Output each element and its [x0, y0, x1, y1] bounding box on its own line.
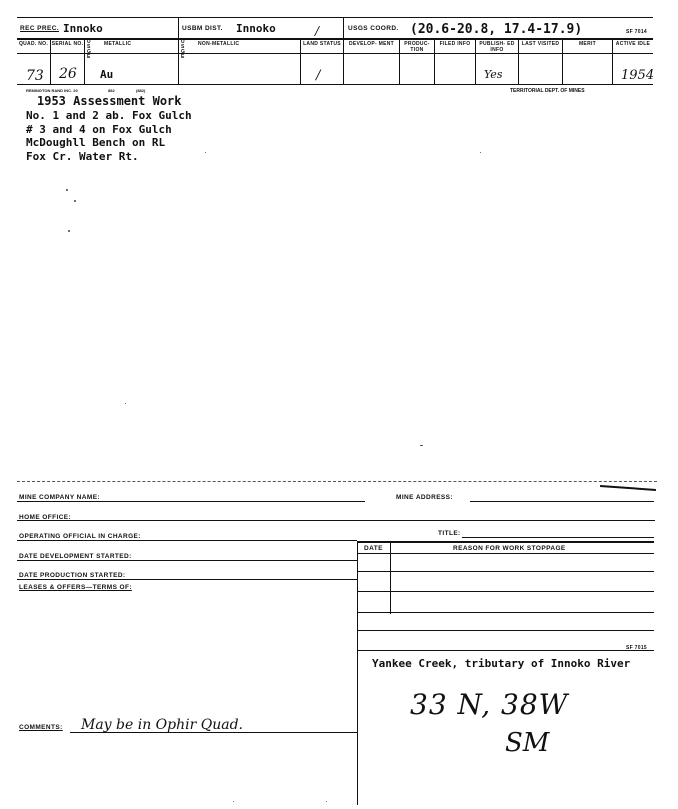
date-prod-started-field[interactable]	[17, 579, 357, 580]
column-header-rule	[17, 53, 653, 54]
comments-value: May be in Ophir Quad.	[81, 717, 244, 733]
stoppage-row-rule	[357, 591, 654, 592]
col-non-metallic: NON-METALLIC	[198, 41, 240, 47]
scan-speck	[420, 445, 423, 446]
form-right-rule	[357, 650, 654, 651]
operating-official-field[interactable]	[17, 540, 357, 541]
date-dev-started-label: DATE DEVELOPMENT STARTED:	[19, 553, 132, 560]
handwritten-coordinates: 33 N, 38W	[410, 688, 569, 721]
rec-prec-value: Innoko	[63, 22, 103, 35]
metallic-value: Au	[100, 68, 114, 81]
rec-prec-label: REC PREC.	[20, 25, 59, 32]
col-published-info: PUBLISH- ED INFO	[479, 41, 515, 53]
usbm-dist-value: Innoko	[236, 22, 276, 35]
date-prod-started-label: DATE PRODUCTION STARTED:	[19, 572, 126, 579]
leases-offers-label: LEASES & OFFERS—TERMS OF:	[19, 584, 132, 591]
col-serial-no: SERIAL NO.	[51, 41, 84, 47]
col-land-status: LAND STATUS	[303, 41, 341, 47]
form-right-rule	[357, 630, 654, 631]
form-column-divider	[357, 541, 358, 805]
scan-speck	[205, 152, 206, 153]
col-filed-info: FILED INFO	[439, 41, 471, 47]
usgs-coord-label: USGS COORD.	[348, 25, 399, 32]
header-rule	[17, 38, 653, 40]
col-production: PRODUC- TION	[404, 41, 430, 53]
usbm-dist-label: USBM DIST.	[182, 25, 223, 32]
scan-speck	[480, 152, 481, 153]
divider	[178, 17, 179, 38]
divider	[84, 38, 85, 84]
printer-mark: REMINGTON RAND INC. 20	[26, 88, 78, 93]
col-metallic: METALLIC	[104, 41, 132, 47]
dept-name: TERRITORIAL DEPT. OF MINES	[510, 88, 585, 94]
printer-code-2: (882)	[136, 88, 146, 93]
stoppage-header-rule	[357, 553, 654, 554]
note-line: No. 1 and 2 ab. Fox Gulch	[26, 109, 192, 122]
scan-speck	[74, 200, 76, 202]
stoppage-table-top	[357, 541, 654, 543]
land-status-value: /	[316, 68, 321, 83]
col-active-idle: ACTIVE IDLE	[615, 41, 651, 47]
note-line: McDoughll Bench on RL	[26, 136, 166, 149]
scan-speck	[233, 801, 234, 802]
home-office-field[interactable]	[17, 520, 655, 521]
stoppage-column-divider	[390, 541, 391, 614]
operating-official-label: OPERATING OFFICIAL IN CHARGE:	[19, 533, 141, 540]
title-label: TITLE:	[438, 530, 461, 537]
note-line: 1953 Assessment Work	[37, 94, 182, 108]
col-last-visited: LAST VISITED	[521, 41, 560, 47]
pen-stroke	[600, 485, 656, 491]
serial-no-value: 26	[59, 66, 77, 82]
scan-speck	[125, 403, 126, 404]
row-bottom-rule	[17, 84, 653, 85]
form-number-bottom: SF 7015	[626, 645, 648, 651]
comments-label: COMMENTS:	[19, 724, 63, 731]
scan-speck	[68, 230, 70, 232]
divider	[178, 38, 179, 84]
col-quad-no: QUAD. NO.	[18, 41, 49, 47]
scan-speck	[326, 801, 327, 802]
handwritten-initials: SM	[505, 728, 550, 758]
location-text: Yankee Creek, tributary of Innoko River	[372, 657, 631, 670]
col-usge-nonmetallic: U S G E	[181, 39, 186, 60]
stoppage-date-header: DATE	[364, 545, 383, 552]
published-info-value: Yes	[484, 68, 503, 81]
usgs-coord-value: (20.6-20.8, 17.4-17.9)	[410, 22, 583, 37]
active-idle-value: 1954	[621, 68, 655, 83]
scan-speck	[66, 189, 68, 191]
divider	[343, 17, 344, 38]
usbm-dist-mark: /	[315, 24, 320, 38]
stoppage-row-rule	[357, 612, 654, 613]
mine-address-label: MINE ADDRESS:	[396, 494, 453, 501]
stoppage-reason-header: REASON FOR WORK STOPPAGE	[453, 545, 566, 552]
top-border	[17, 17, 653, 18]
note-line: # 3 and 4 on Fox Gulch	[26, 123, 172, 136]
printer-code: 882	[108, 88, 115, 93]
mine-company-name-label: MINE COMPANY NAME:	[19, 494, 100, 501]
mine-address-field[interactable]	[470, 501, 654, 502]
note-line: Fox Cr. Water Rt.	[26, 150, 139, 163]
comments-field[interactable]	[70, 732, 357, 733]
col-usge-metallic: U S G E	[87, 39, 92, 60]
date-dev-started-field[interactable]	[17, 560, 357, 561]
mine-company-name-field[interactable]	[17, 501, 365, 502]
home-office-label: HOME OFFICE:	[19, 514, 72, 521]
tear-line	[17, 481, 657, 482]
col-merit: MERIT	[578, 41, 597, 47]
quad-no-value: 73	[26, 68, 44, 84]
stoppage-row-rule	[357, 571, 654, 572]
title-field[interactable]	[462, 537, 654, 538]
col-development: DEVELOP- MENT	[348, 41, 394, 47]
form-number-top: SF 7014	[626, 29, 648, 35]
